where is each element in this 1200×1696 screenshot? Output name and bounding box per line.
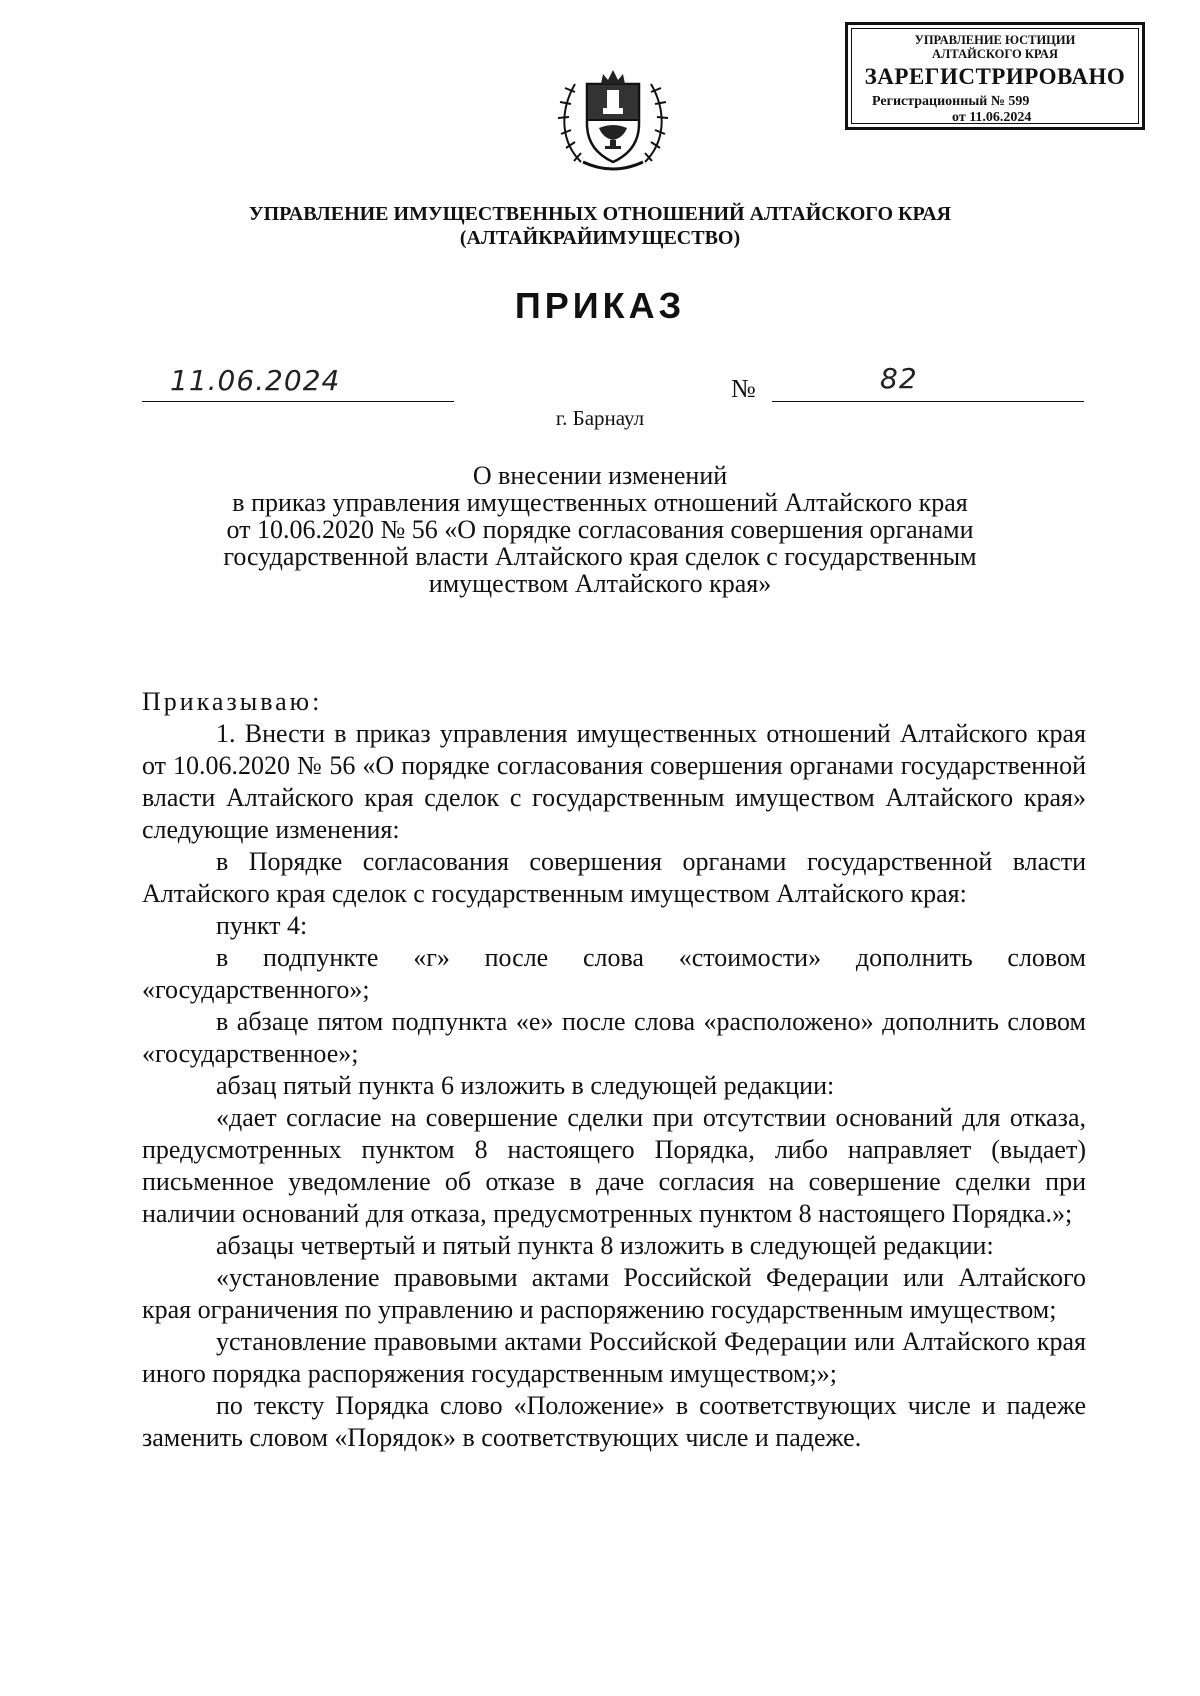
altai-coat-of-arms-icon <box>553 62 673 180</box>
number-sign: № <box>731 374 756 403</box>
subject-line: имуществом Алтайского края» <box>428 569 772 598</box>
paragraph: в Порядке согласования совершения органами государственной власти Алтайского края сделок с государственным имуществом Алтайского края: <box>142 847 1086 908</box>
subject-line: от 10.06.2020 № 56 «О порядке согласования совершения органами <box>226 515 974 544</box>
document-date: 11.06.2024 <box>170 364 341 397</box>
date-underline <box>142 400 454 402</box>
paragraph: «дает согласие на совершение сделки при отсутствии оснований для отказа, предусмотренных пунктом 8 настоящего Порядка, либо направляет (выдает) письменное уведомление об отказе в даче согласия на совершение сделки при наличии оснований для отказа, предусмотренных пунктом 8 настоящего Порядка.»; <box>142 1103 1086 1228</box>
stamp-status: ЗАРЕГИСТРИРОВАНО <box>864 64 1126 89</box>
paragraph: в подпункте «г» после слова «стоимости» дополнить словом «государственного»; <box>142 943 1086 1004</box>
paragraph: по тексту Порядка слово «Положение» в соответствующих числе и падеже заменить словом «Порядок» в соответствующих числе и падеже. <box>142 1391 1086 1452</box>
paragraph: абзацы четвертый и пятый пункта 8 изложить в следующей редакции: <box>216 1231 994 1260</box>
paragraph: абзац пятый пункта 6 изложить в следующей редакции: <box>216 1071 835 1100</box>
paragraph: «установление правовыми актами Российской Федерации или Алтайского края ограничения по управлению и распоряжению государственным имуществом; <box>142 1263 1086 1324</box>
registration-stamp <box>845 22 1145 130</box>
number-underline <box>772 400 1084 402</box>
stamp-org-line2: АЛТАЙСКОГО КРАЯ <box>932 47 1058 61</box>
document-number: 82 <box>880 362 918 395</box>
stamp-reg-number: Регистрационный № 599 <box>872 94 1030 109</box>
paragraph: установление правовыми актами Российской Федерации или Алтайского края иного порядка распоряжения государственным имуществом;»; <box>142 1327 1086 1388</box>
paragraph: пункт 4: <box>216 911 308 940</box>
city: г. Барнаул <box>555 406 645 430</box>
stamp-reg-date: от 11.06.2024 <box>952 110 1032 125</box>
document-subject <box>150 462 1050 597</box>
org-short-name: (АЛТАЙКРАЙИМУЩЕСТВО) <box>459 227 741 249</box>
subject-line: в приказ управления имущественных отношений Алтайского края <box>232 488 968 517</box>
subject-line: О внесении изменений <box>472 461 728 490</box>
stamp-frame <box>851 28 1139 124</box>
org-name: УПРАВЛЕНИЕ ИМУЩЕСТВЕННЫХ ОТНОШЕНИЙ АЛТАЙСКОГО КРАЯ <box>248 203 952 225</box>
stamp-org-line1: УПРАВЛЕНИЕ ЮСТИЦИИ <box>914 33 1076 47</box>
subject-line: государственной власти Алтайского края сделок с государственным <box>223 542 977 571</box>
document-body <box>142 686 1086 1454</box>
order-word: Приказываю: <box>142 687 323 716</box>
stamp-org <box>852 29 1138 61</box>
paragraph: в абзаце пятом подпункта «е» после слова «расположено» дополнить словом «государственное»; <box>142 1007 1086 1068</box>
paragraph: 1. Внести в приказ управления имущественных отношений Алтайского края от 10.06.2020 № 56 «О порядке согласования совершения органами государственной власти Алтайского края сделок с государственным имуществом Алтайского края» следующие изменения: <box>142 719 1086 844</box>
document-title: ПРИКАЗ <box>514 285 686 326</box>
